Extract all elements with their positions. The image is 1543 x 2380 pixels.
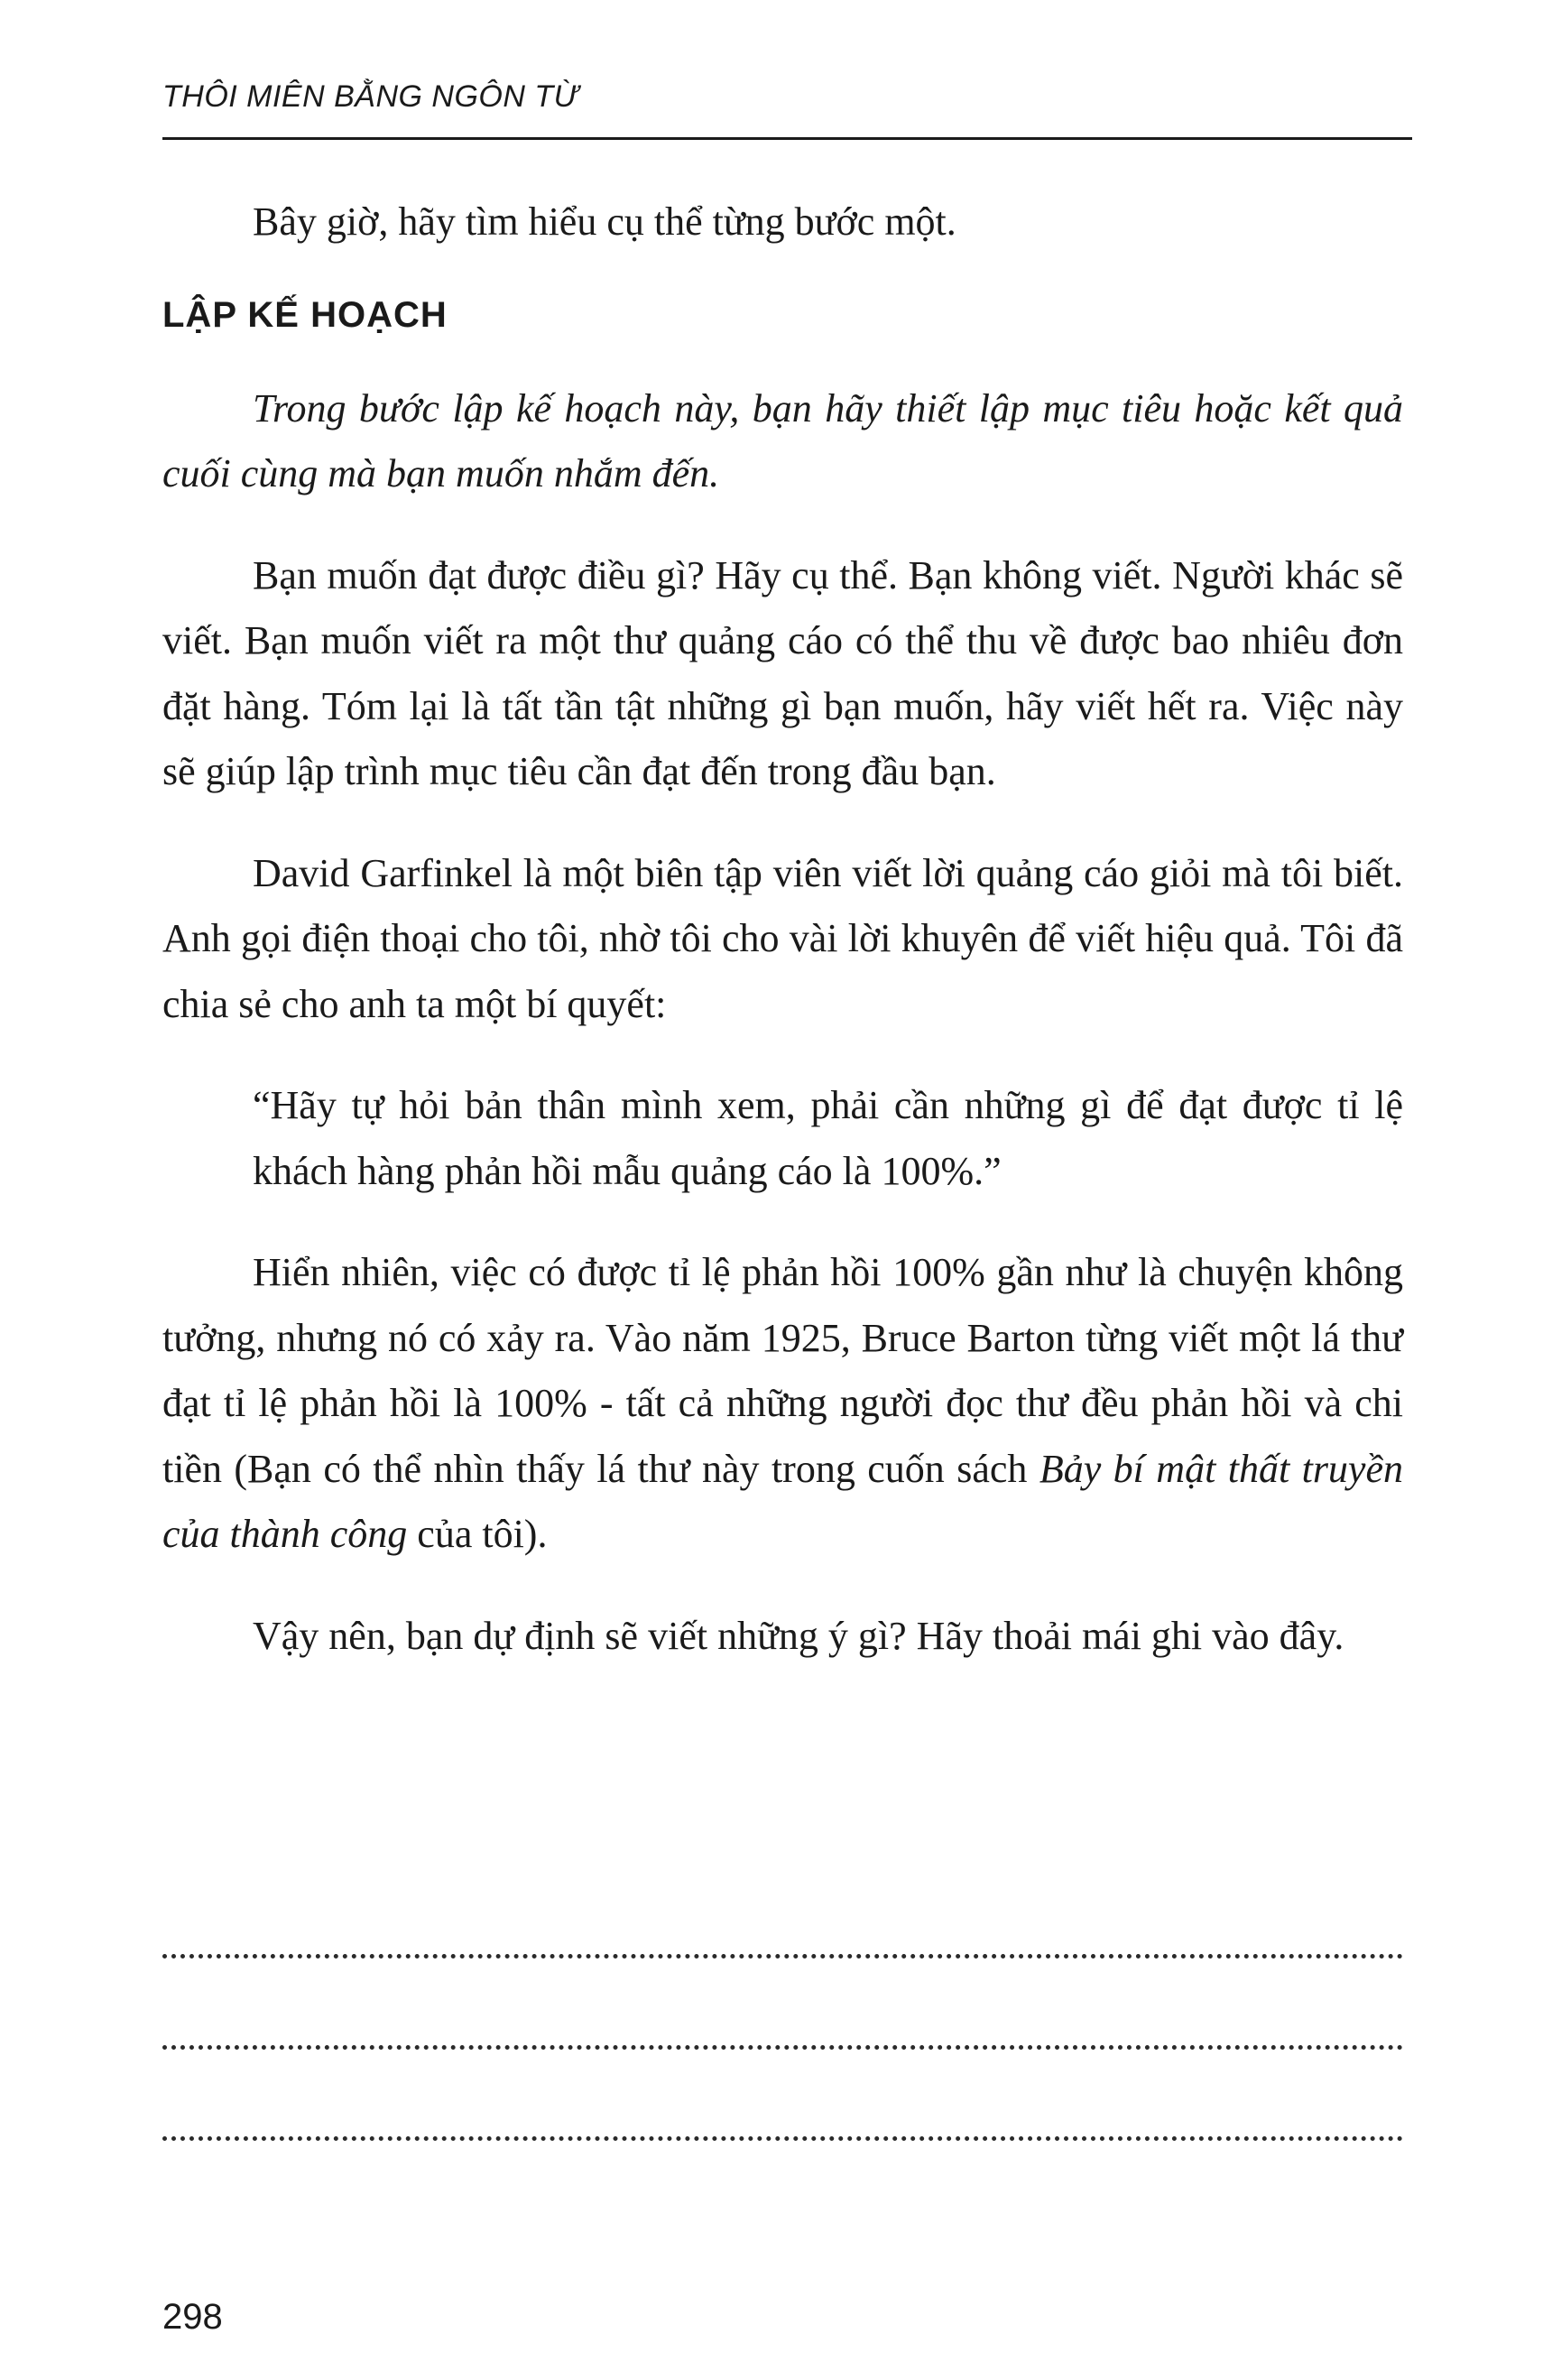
header-rule <box>162 137 1412 140</box>
writing-line[interactable] <box>162 2136 1403 2141</box>
running-header: THÔI MIÊN BẰNG NGÔN TỪ <box>162 79 579 114</box>
lead-paragraph: Trong bước lập kế hoạch này, bạn hãy thiết lập mục tiêu hoặc kết quả cuối cùng mà bạn muốn nhắm đến. <box>162 385 1403 495</box>
quote-paragraph: “Hãy tự hỏi bản thân mình xem, phải cần những gì để đạt được tỉ lệ khách hàng phản hồi mẫu quảng cáo là 100%.” <box>253 1083 1403 1193</box>
paragraph-4: Vậy nên, bạn dự định sẽ viết những ý gì? Hãy thoải mái ghi vào đây. <box>253 1613 1344 1658</box>
writing-line[interactable] <box>162 2045 1403 2050</box>
paragraph-3-text-after: của tôi). <box>407 1512 548 1556</box>
page-content <box>162 190 1403 1705</box>
paragraph-3-text-before: Hiển nhiên, việc có được tỉ lệ phản hồi 100% gần như là chuyện không tưởng, nhưng nó có xảy ra. Vào năm 1925, Bruce Barton từng viết một lá thư đạt tỉ lệ phản hồi là 100% - tất cả những người đọc thư đều phản hồi và chi tiền (Bạn có thể nhìn thấy lá thư này trong cuốn sách <box>162 1250 1403 1491</box>
paragraph-3 <box>162 1240 1403 1568</box>
writing-lines <box>162 1954 1403 2227</box>
book-title: Bảy bí mật thất truyền của thành công <box>162 1446 1403 1556</box>
page-number: 298 <box>162 2297 223 2337</box>
paragraph-2: David Garfinkel là một biên tập viên viết lời quảng cáo giỏi mà tôi biết. Anh gọi điện thoại cho tôi, nhờ tôi cho vài lời khuyên để viết hiệu quả. Tôi đã chia sẻ cho anh ta một bí quyết: <box>162 850 1403 1026</box>
writing-line[interactable] <box>162 1954 1403 1959</box>
intro-paragraph: Bây giờ, hãy tìm hiểu cụ thể từng bước một. <box>253 199 956 244</box>
section-heading: LẬP KẾ HOẠCH <box>162 294 448 335</box>
paragraph-1: Bạn muốn đạt được điều gì? Hãy cụ thể. Bạn không viết. Người khác sẽ viết. Bạn muốn viết ra một thư quảng cáo có thể thu về được bao nhiêu đơn đặt hàng. Tóm lại là tất tần tật những gì bạn muốn, hãy viết hết ra. Việc này sẽ giúp lập trình mục tiêu cần đạt đến trong đầu bạn. <box>162 552 1403 793</box>
